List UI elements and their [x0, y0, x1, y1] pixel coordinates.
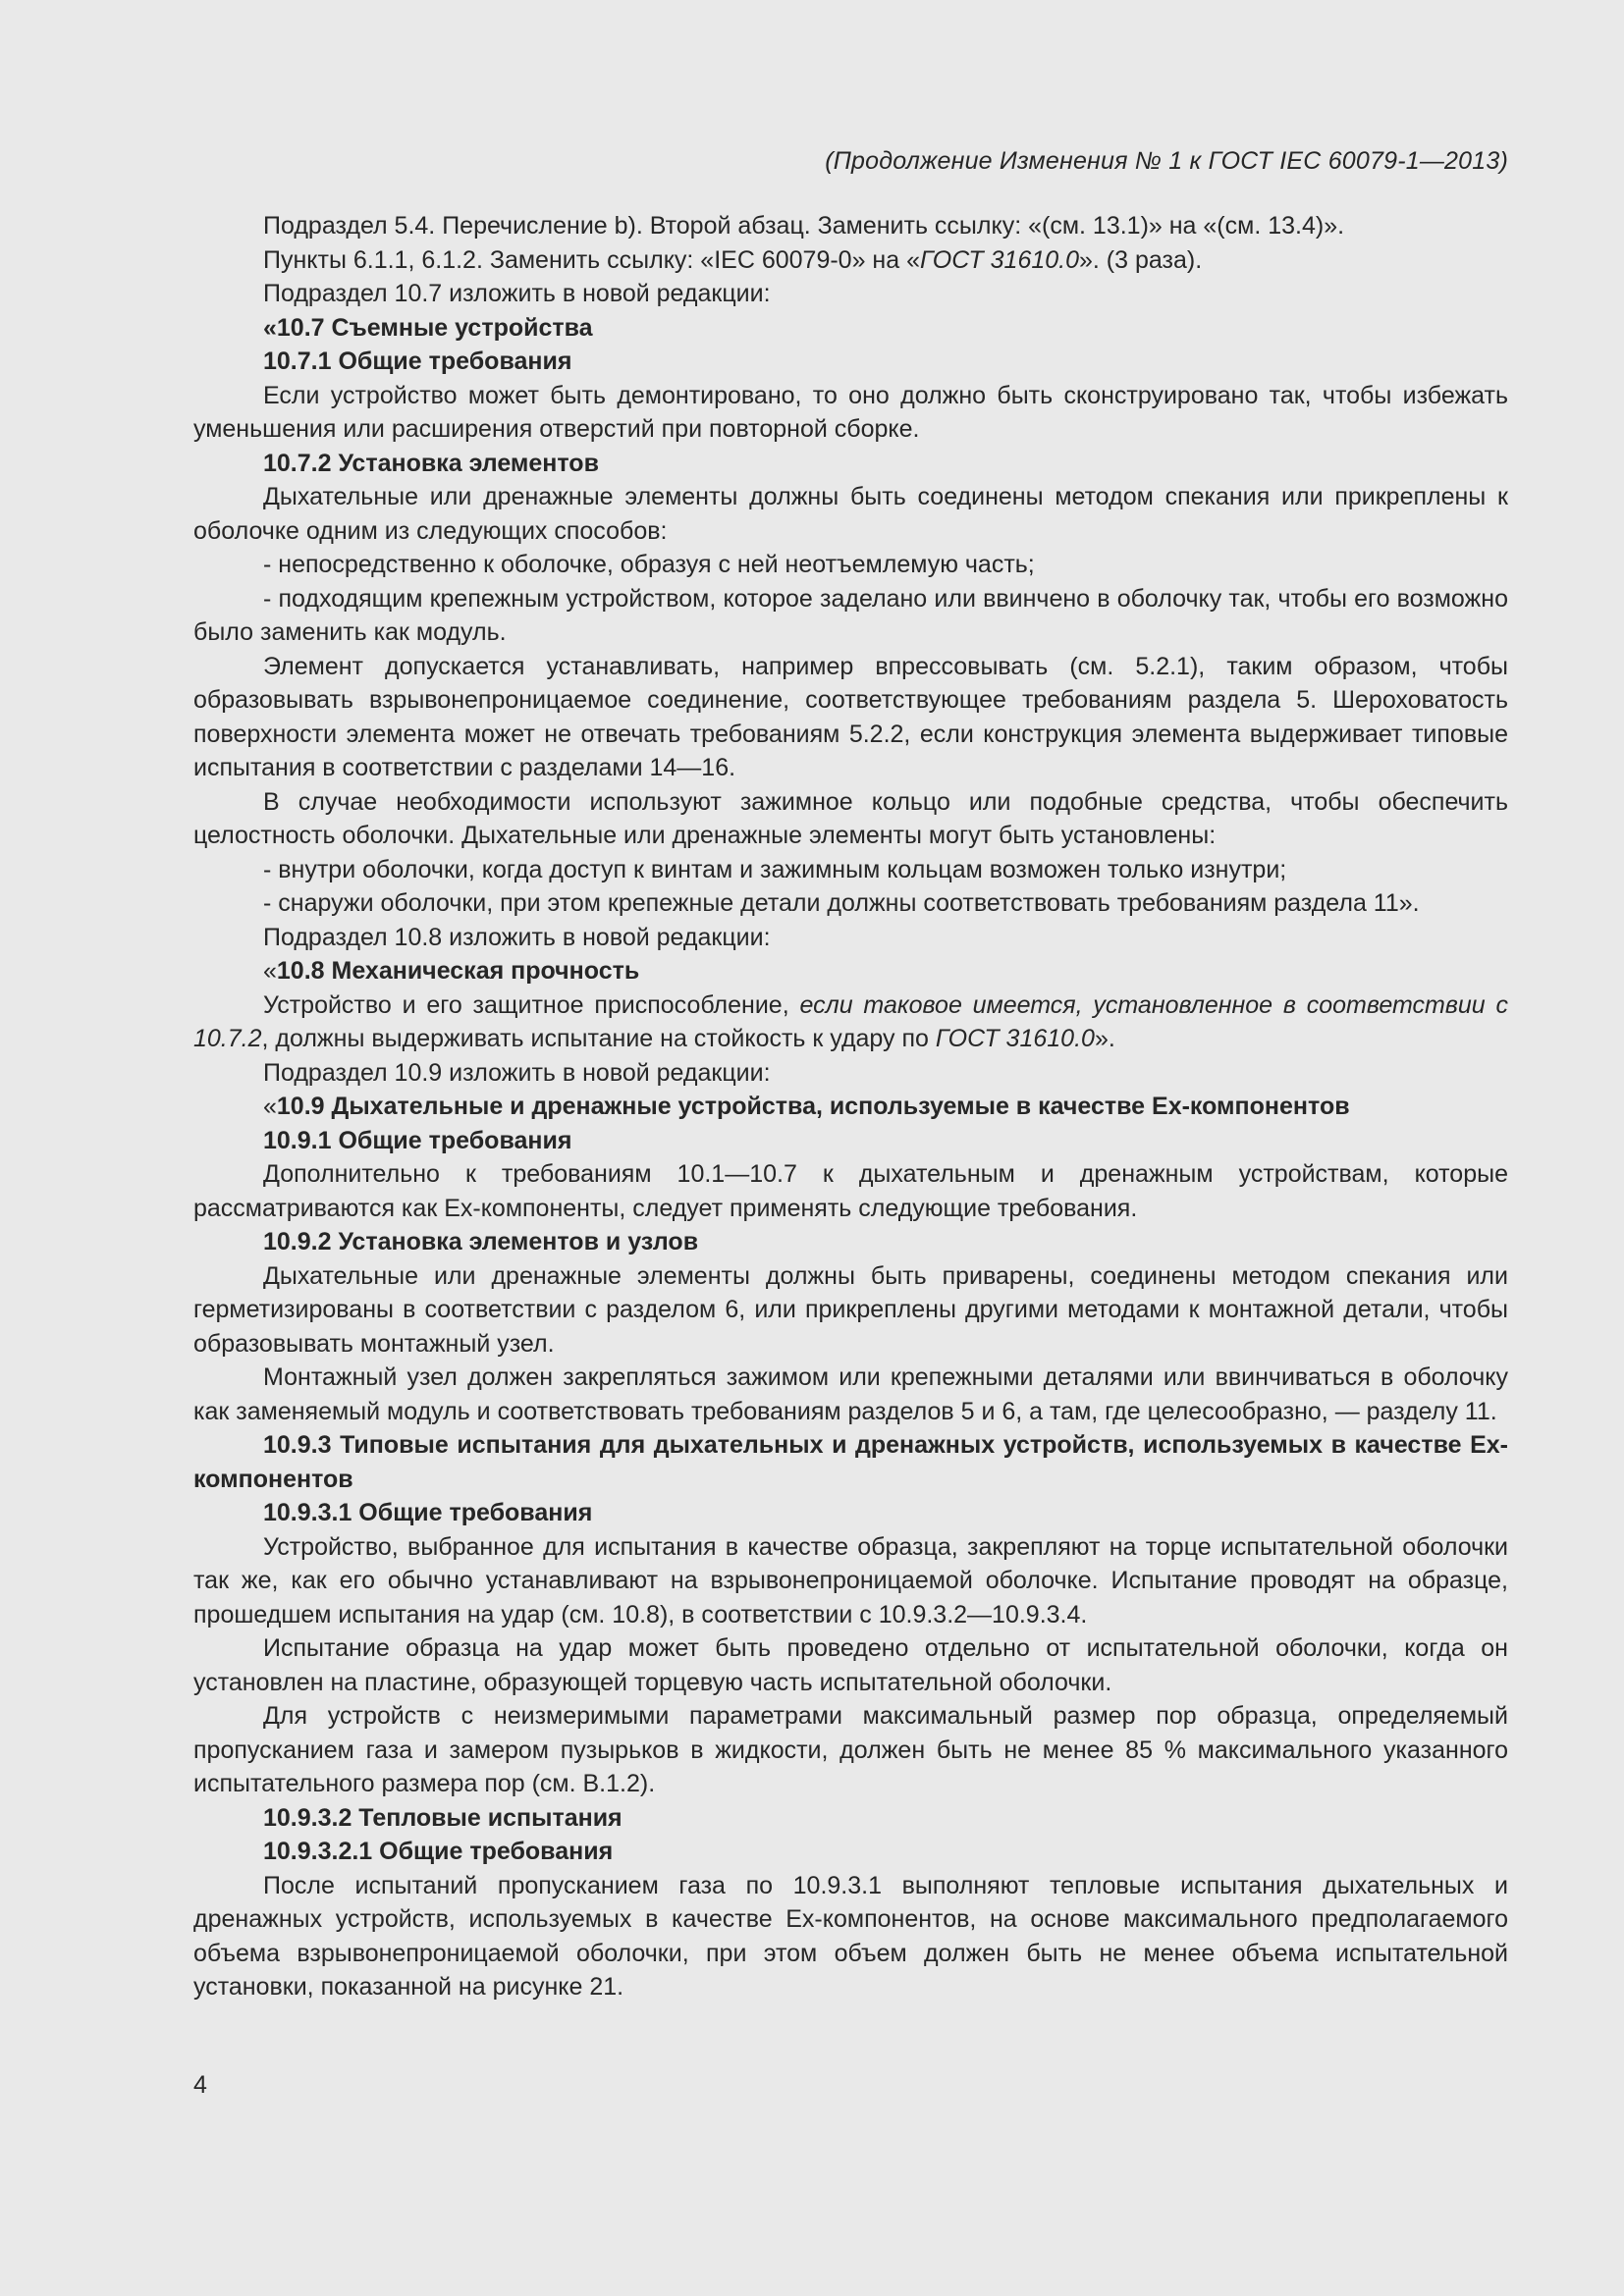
heading-10-9: [193, 1090, 1508, 1124]
document-body: [193, 209, 1508, 2004]
paragraph-text: ». (3 раза).: [1079, 245, 1203, 274]
body-paragraph: В случае необходимости используют зажимное кольцо или подобные средства, чтобы обеспечить целостность оболочки. Дыхательные или дренажные элементы могут быть установлены:: [193, 787, 1508, 849]
opening-quote: «: [263, 1093, 277, 1120]
heading-title: 10.8 Механическая прочность: [276, 957, 640, 985]
body-paragraph: После испытаний пропусканием газа по 10.9.3.1 выполняют тепловые испытания дыхательных и дренажных устройств, используемых в качестве Ex-компонентов, на основе максимального предполагаемого объема взрывонепроницаемой оболочки, при этом объем должен быть не менее объема испытательной установки, показанной на рисунке 21.: [193, 1871, 1508, 2001]
list-item: - подходящим крепежным устройством, которое заделано или ввинчено в оболочку так, чтобы его возможно было заменить как модуль.: [193, 584, 1508, 646]
paragraph-text: Пункты 6.1.1, 6.1.2. Заменить ссылку: «IEC 60079-0» на «: [263, 245, 920, 274]
instruction-10-9: Подраздел 10.9 изложить в новой редакции:: [263, 1058, 771, 1087]
list-item: - снаружи оболочки, при этом крепежные детали должны соответствовать требованиям раздела 11».: [263, 889, 1420, 917]
heading-title: 10.9 Дыхательные и дренажные устройства, используемые в качестве Ex-компонентов: [276, 1093, 1350, 1120]
standard-reference: ГОСТ 31610.0: [935, 1025, 1095, 1052]
body-paragraph: Для устройств с неизмеримыми параметрами максимальный размер пор образца, определяемый пропусканием газа и замером пузырьков в жидкости, должен быть не менее 85 % максимального указанного испытательного размера пор (см. В.1.2).: [193, 1702, 1508, 1797]
heading-10-9-3-2-1: 10.9.3.2.1 Общие требования: [263, 1838, 614, 1865]
running-header: (Продолжение Изменения № 1 к ГОСТ IEC 60079-1—2013): [825, 147, 1508, 175]
list-item: - непосредственно к оболочке, образуя с ней неотъемлемую часть;: [263, 551, 1035, 578]
opening-quote: «: [263, 957, 277, 985]
list-item: - внутри оболочки, когда доступ к винтам и зажимным кольцам возможен только изнутри;: [263, 855, 1287, 883]
heading-10-7-2: 10.7.2 Установка элементов: [263, 449, 599, 477]
body-paragraph: Монтажный узел должен закрепляться зажимом или крепежными деталями или ввинчиваться в оболочку как заменяемый модуль и соответствовать требованиям разделов 5 и 6, а там, где целесообразно, — разделу 11.: [193, 1363, 1508, 1425]
body-paragraph: Устройство, выбранное для испытания в качестве образца, закрепляют на торце испытательной оболочки так же, как его обычно устанавливают на взрывонепроницаемой оболочке. Испытание проводят на образце, прошедшем испытания на удар (см. 10.8), в соответствии с 10.9.3.2—10.9.3.4.: [193, 1532, 1508, 1629]
page-number: 4: [193, 2071, 207, 2099]
instruction-10-7: Подраздел 10.7 изложить в новой редакции:: [263, 280, 771, 307]
paragraph-6-1-amendment: [193, 243, 1508, 278]
heading-10-9-3: 10.9.3 Типовые испытания для дыхательных и дренажных устройств, используемых в качестве Ex-компонентов: [193, 1431, 1508, 1493]
paragraph-text: ».: [1094, 1025, 1115, 1052]
body-paragraph: [193, 988, 1508, 1056]
heading-10-7: «10.7 Съемные устройства: [263, 313, 593, 342]
heading-10-7-1: 10.7.1 Общие требования: [263, 347, 572, 375]
paragraph-5-4-amendment: Подраздел 5.4. Перечисление b). Второй абзац. Заменить ссылку: «(см. 13.1)» на «(см. 13.4)».: [263, 212, 1345, 240]
body-paragraph: Дыхательные или дренажные элементы должны быть приварены, соединены методом спекания или герметизированы в соответствии с разделом 6, или прикреплены другими методами к монтажной детали, чтобы образовывать монтажный узел.: [193, 1261, 1508, 1358]
heading-10-8: [193, 954, 1508, 988]
standard-reference: ГОСТ 31610.0: [919, 245, 1080, 274]
italic-text: если таковое имеется, установленное в соответствии с 10.7.2: [193, 990, 1508, 1052]
heading-10-9-3-2: 10.9.3.2 Тепловые испытания: [263, 1803, 623, 1832]
body-paragraph: Дыхательные или дренажные элементы должны быть соединены методом спекания или прикреплены к оболочке одним из следующих способов:: [193, 483, 1508, 545]
paragraph-text: Устройство и его защитное приспособление,: [263, 990, 800, 1019]
heading-10-9-2: 10.9.2 Установка элементов и узлов: [263, 1228, 699, 1255]
body-paragraph: Если устройство может быть демонтировано, то оно должно быть сконструировано так, чтобы избежать уменьшения или расширения отверстий при повторной сборке.: [193, 381, 1508, 443]
body-paragraph: Элемент допускается устанавливать, например впрессовывать (см. 5.2.1), таким образом, чтобы образовывать взрывонепроницаемое соединение, соответствующее требованиям раздела 5. Шероховатость поверхности элемента может не отвечать требованиям 5.2.2, если конструкция элемента выдерживает типовые испытания в соответствии с разделами 14—16.: [193, 652, 1508, 781]
heading-10-9-1: 10.9.1 Общие требования: [263, 1126, 572, 1154]
heading-10-9-3-1: 10.9.3.1 Общие требования: [263, 1499, 593, 1526]
instruction-10-8: Подраздел 10.8 изложить в новой редакции:: [263, 923, 771, 951]
body-paragraph: Испытание образца на удар может быть проведено отдельно от испытательной оболочки, когда он установлен на пластине, образующей торцевую часть испытательной оболочки.: [193, 1634, 1508, 1696]
body-paragraph: Дополнительно к требованиям 10.1—10.7 к дыхательным и дренажным устройствам, которые рассматриваются как Ex-компоненты, следует применять следующие требования.: [193, 1160, 1508, 1222]
paragraph-text: , должны выдерживать испытание на стойкость к удару по: [261, 1025, 936, 1052]
